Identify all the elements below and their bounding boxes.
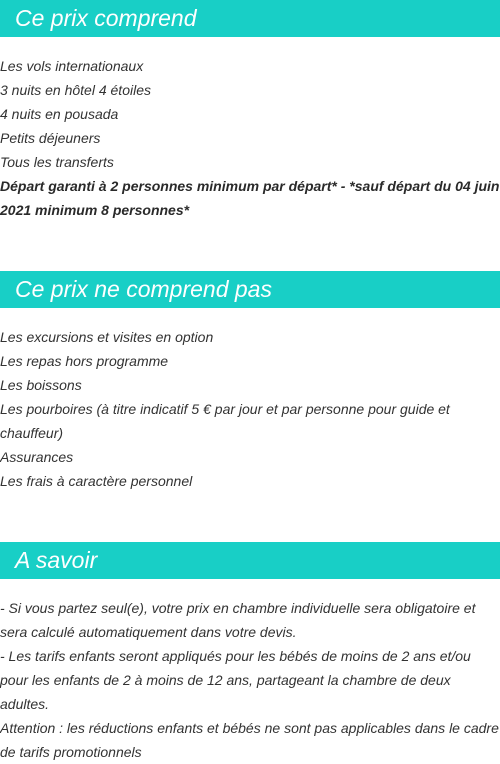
single-traveler-note: - Si vous partez seul(e), votre prix en chambre individuelle sera obligatoire et sera calculé automatiquement dans votre devis.	[0, 600, 476, 640]
list-item: Les frais à caractère personnel	[0, 473, 193, 489]
list-item: Les repas hors programme	[0, 353, 169, 369]
section-heading-not-included: Ce prix ne comprend pas	[0, 271, 500, 308]
list-item: Petits déjeuners	[0, 130, 101, 146]
promo-warning-note: Attention : les réductions enfants et bébés ne sont pas applicables dans le cadre de tarifs promotionnels	[0, 720, 499, 760]
not-included-list	[0, 325, 500, 493]
list-item: Les boissons	[0, 377, 82, 393]
list-item: Les excursions et visites en option	[0, 329, 214, 345]
list-item: Les vols internationaux	[0, 58, 144, 74]
section-heading-good-to-know: A savoir	[0, 542, 500, 579]
section-not-included	[0, 271, 500, 493]
guaranteed-departure-note: Départ garanti à 2 personnes minimum par départ* - *sauf départ du 04 juin 2021 minimum 8 personnes*	[0, 178, 500, 218]
list-item: Tous les transferts	[0, 154, 114, 170]
list-item: Les pourboires (à titre indicatif 5 € par jour et par personne pour guide et chauffeur)	[0, 401, 450, 441]
children-rates-note: - Les tarifs enfants seront appliqués pour les bébés de moins de 2 ans et/ou pour les enfants de 2 à moins de 12 ans, partageant la chambre de deux adultes.	[0, 648, 471, 712]
list-item: 4 nuits en pousada	[0, 106, 119, 122]
list-item: 3 nuits en hôtel 4 étoiles	[0, 82, 151, 98]
list-item: Assurances	[0, 449, 74, 465]
section-heading-included: Ce prix comprend	[0, 0, 500, 37]
section-good-to-know	[0, 542, 500, 764]
section-included	[0, 0, 500, 222]
included-list	[0, 54, 500, 222]
